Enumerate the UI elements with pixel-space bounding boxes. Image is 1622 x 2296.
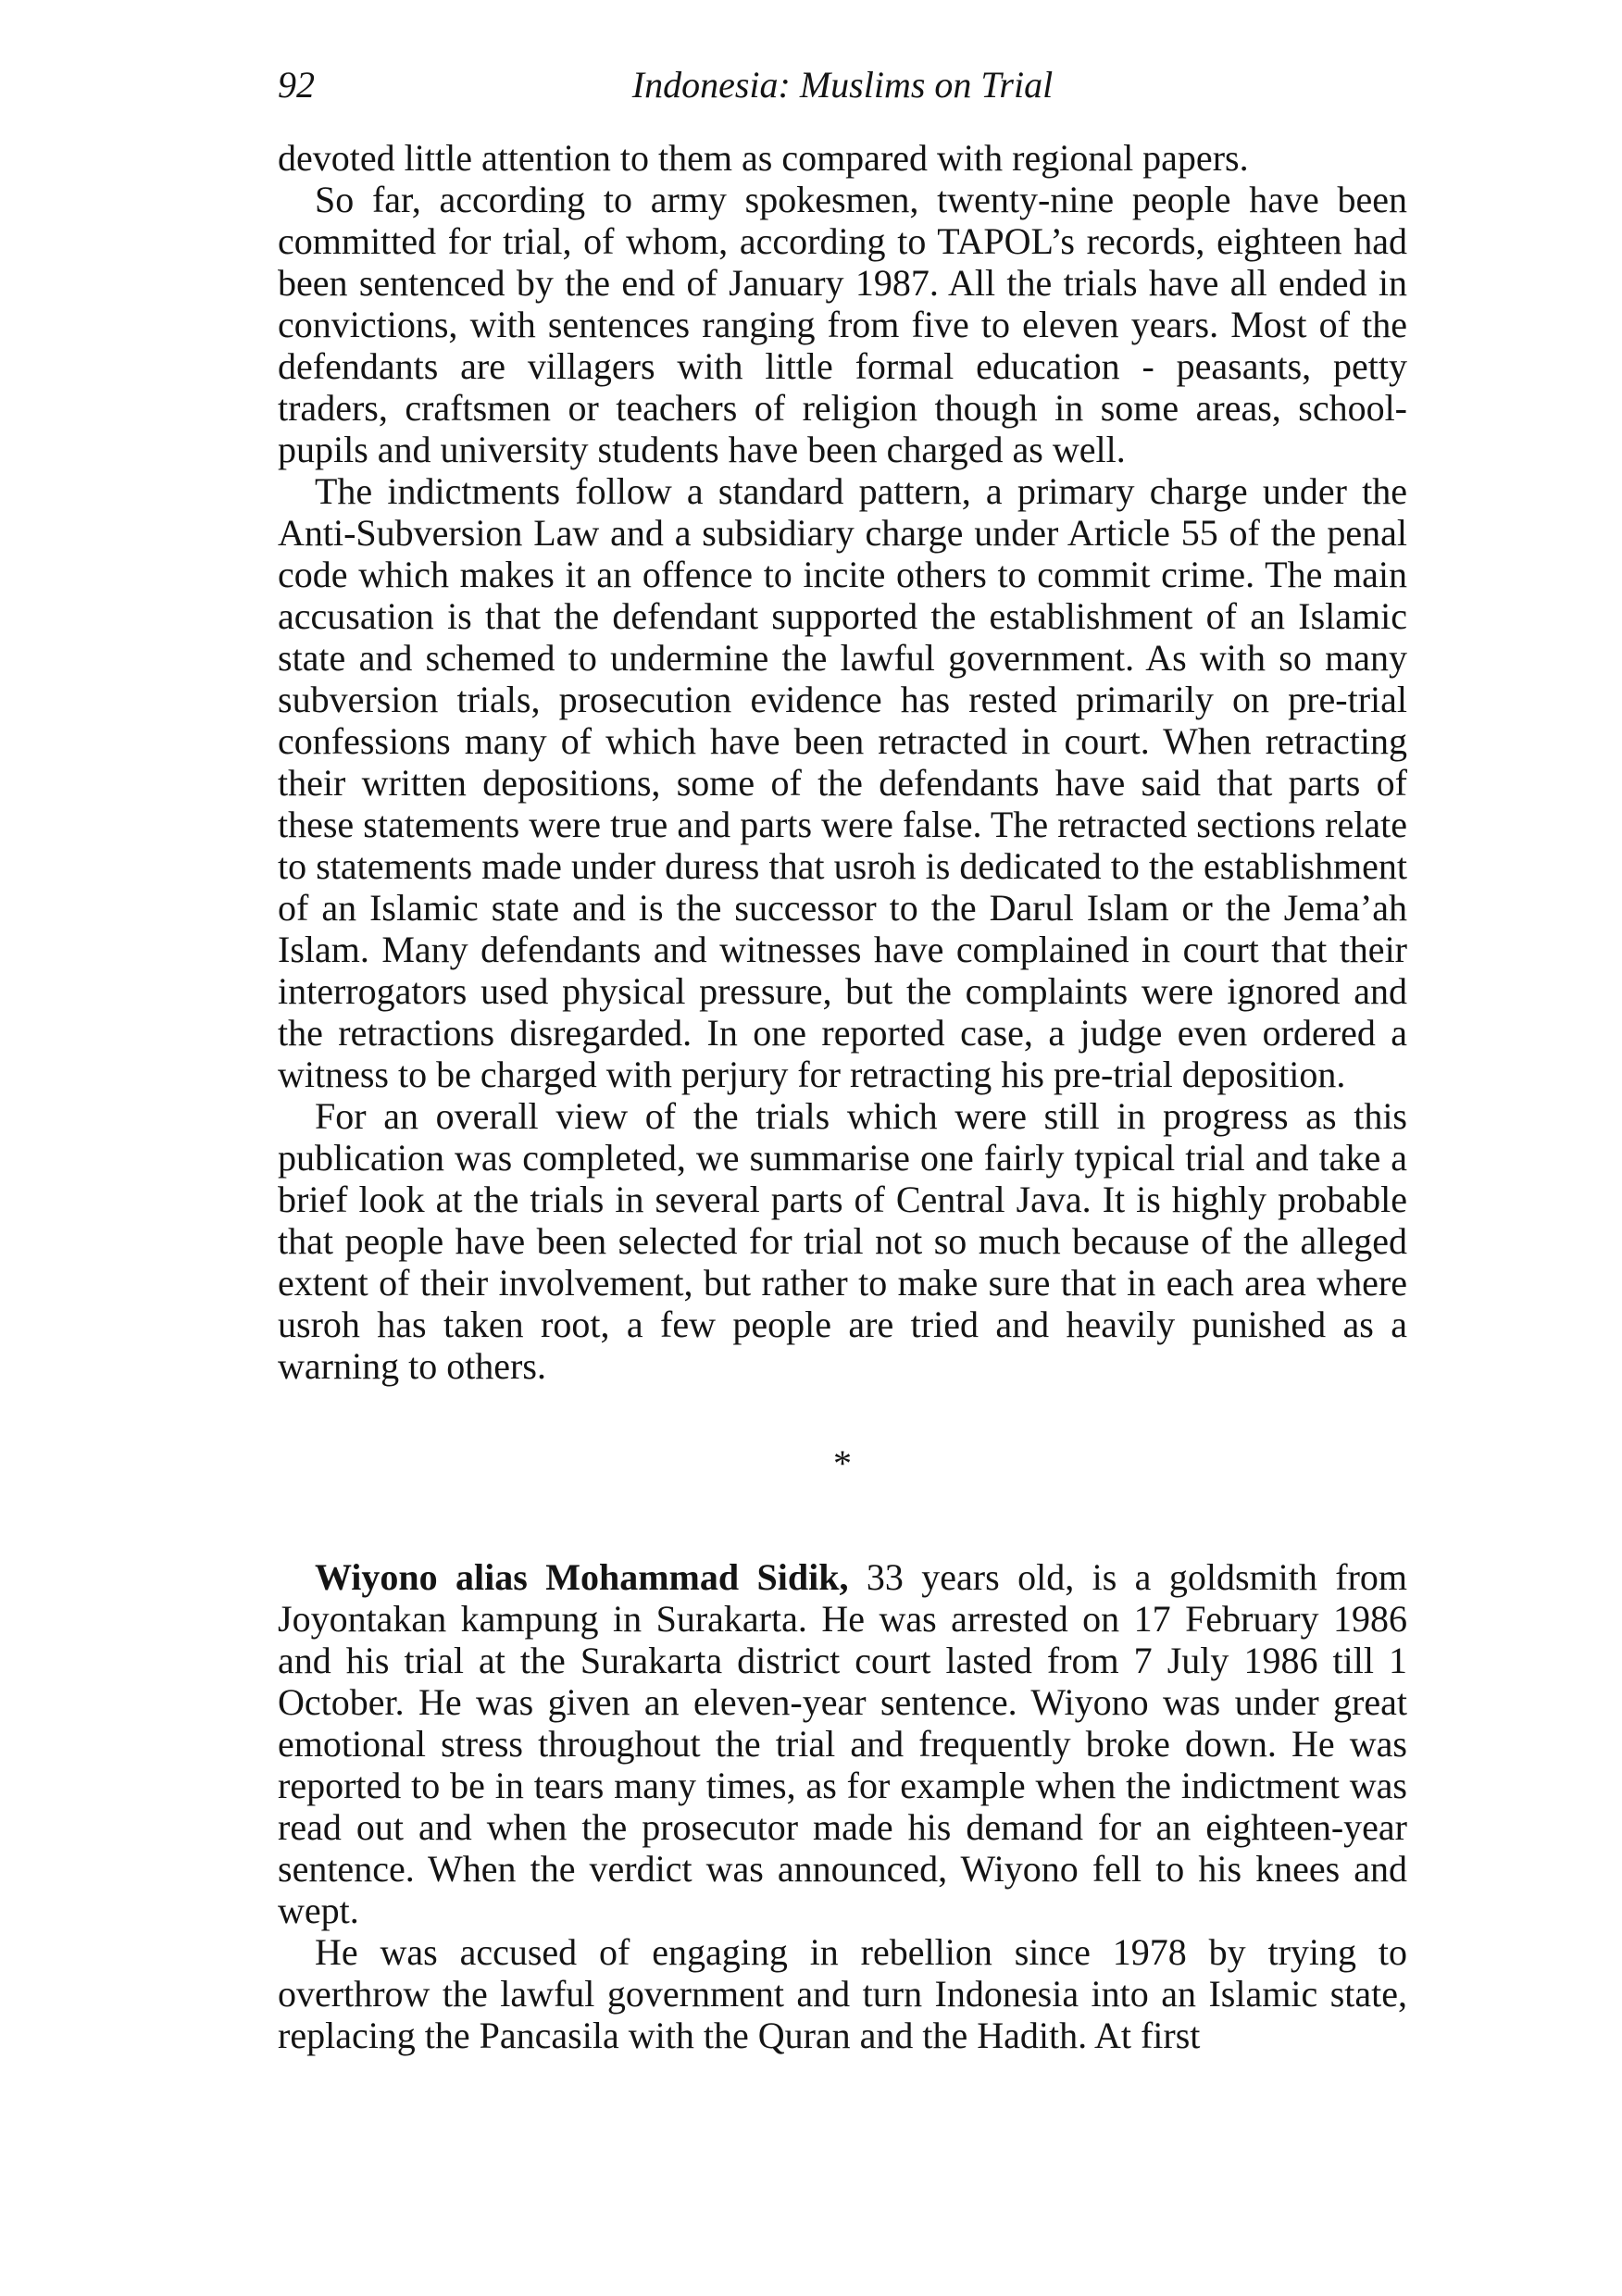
paragraph-overall-view: For an overall view of the trials which were still in progress as this publication was completed, we summarise one fairly typical trial and take a brief look at the trials in several parts of Central Java. It is highly probable that people have been selected for trial not so much because of the alleged extent of their involvement, but rather to make sure that in each area where usroh has taken root, a few people are tried and heavily punished as a warning to others. xyxy=(278,1095,1407,1387)
page-number: 92 xyxy=(278,64,315,106)
paragraph-wiyono-accusation: He was accused of engaging in rebellion since 1978 by trying to overthrow the lawful government and turn Indonesia into an Islamic state, replacing the Pancasila with the Quran and the Hadith. At first xyxy=(278,1931,1407,2056)
paragraph-wiyono-intro xyxy=(278,1556,1407,1931)
running-head xyxy=(278,57,1407,113)
section-separator: * xyxy=(833,1442,852,1484)
defendant-name: Wiyono alias Mohammad Sidik, xyxy=(315,1556,849,1598)
paragraph-continuation: devoted little attention to them as compared with regional papers. xyxy=(278,137,1249,179)
paragraph-trials-overview: So far, according to army spokesmen, twenty-nine people have been committed for trial, of whom, according to TAPOL’s records, eighteen had been sentenced by the end of January 1987. All the trials have all ended in convictions, with sentences ranging from five to eleven years. Most of the defendants are villagers with little formal education - peasants, petty traders, craftsmen or teachers of religion though in some areas, school-pupils and university students have been charged as well. xyxy=(278,179,1407,470)
book-title: Indonesia: Muslims on Trial xyxy=(631,64,1054,106)
paragraph-indictments: The indictments follow a standard pattern, a primary charge under the Anti-Subversion Law and a subsidiary charge under Article 55 of the penal code which makes it an offence to incite others to commit crime. The main accusation is that the defendant supported the establishment of an Islamic state and schemed to undermine the lawful government. As with so many subversion trials, prosecution evidence has rested primarily on pre-trial confessions many of which have been retracted in court. When retracting their written depositions, some of the defendants have said that parts of these statements were true and parts were false. The retracted sections relate to statements made under duress that usroh is dedicated to the establishment of an Islamic state and is the successor to the Darul Islam or the Jema’ah Islam. Many defendants and witnesses have complained in court that their interrogators used physical pressure, but the complaints were ignored and the retractions disregarded. In one reported case, a judge even ordered a witness to be charged with perjury for retracting his pre-trial deposition. xyxy=(278,470,1407,1095)
paragraph-wiyono-intro-text: 33 years old, is a goldsmith from Joyontakan kampung in Surakarta. He was arrested on 17 February 1986 and his trial at the Surakarta district court lasted from 7 July 1986 till 1 October. He was given an eleven-year sentence. Wiyono was under great emotional stress throughout the trial and frequently broke down. He was reported to be in tears many times, as for example when the indictment was read out and when the prosecutor made his demand for an eighteen-year sentence. When the verdict was announced, Wiyono fell to his knees and wept. xyxy=(278,1556,1407,1931)
body-text xyxy=(278,137,1407,2056)
case-wiyono xyxy=(278,1556,1407,2056)
